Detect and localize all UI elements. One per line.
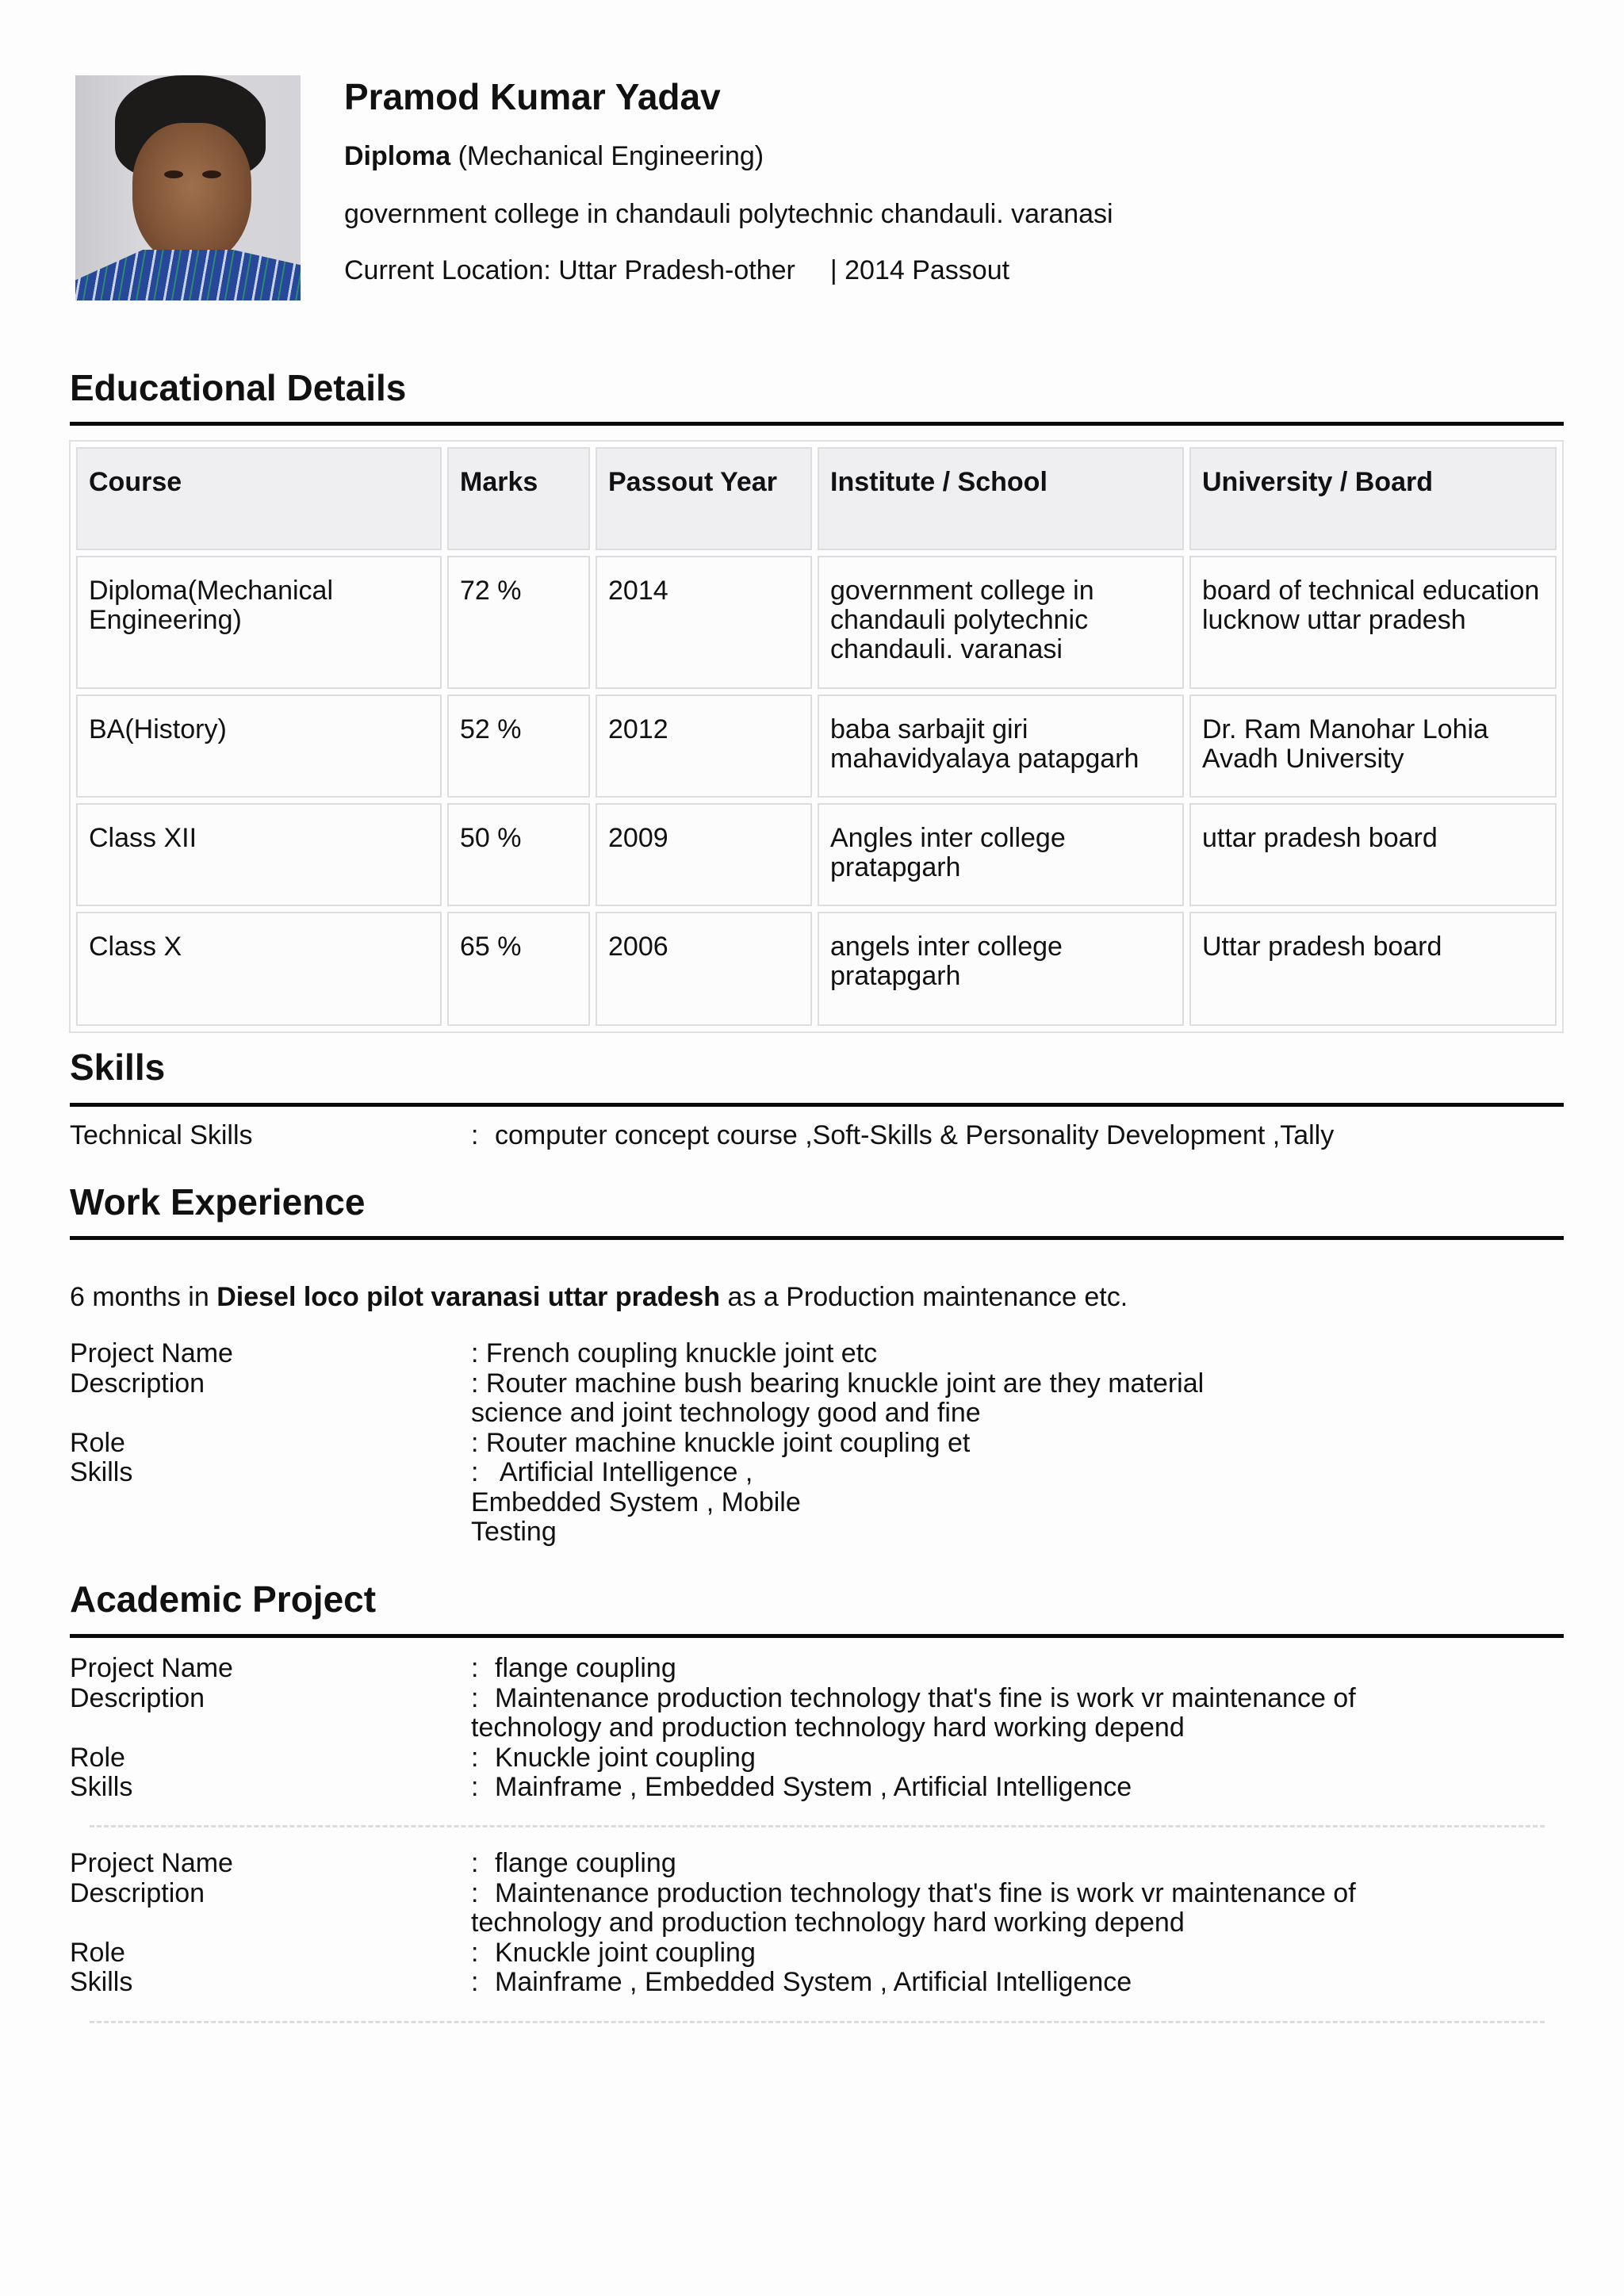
colon: : bbox=[471, 1742, 479, 1773]
cell-institute: government college in chandauli polytechnic chandauli. varanasi bbox=[818, 556, 1184, 689]
degree-name: Diploma bbox=[344, 141, 451, 171]
passout-year: | 2014 Passout bbox=[829, 255, 1010, 285]
cell-year: 2006 bbox=[596, 912, 812, 1026]
work-description-row bbox=[70, 1369, 1545, 1429]
cell-institute: Angles inter college pratapgarh bbox=[818, 803, 1184, 906]
work-skills-row bbox=[70, 1458, 1545, 1548]
cell-year: 2009 bbox=[596, 803, 812, 906]
value-description: : Router machine bush bearing knuckle joint are they material science and joint technology good and fine bbox=[471, 1368, 1205, 1428]
value-description-line1: Maintenance production technology that's fine is work vr maintenance of bbox=[495, 1877, 1356, 1908]
header-institute: Institute / School bbox=[818, 447, 1184, 550]
colon: : bbox=[471, 1120, 479, 1150]
skills-line-2: Embedded System , Mobile bbox=[471, 1487, 801, 1517]
ap1-desc-line1-wrap bbox=[471, 1684, 1545, 1714]
cell-marks: 50 % bbox=[447, 803, 590, 906]
header-marks: Marks bbox=[447, 447, 590, 550]
value-project-name: : French coupling knuckle joint etc bbox=[471, 1338, 878, 1368]
ap2-name-wrap bbox=[471, 1849, 1545, 1879]
institute-line: government college in chandauli polytechnic chandauli. varanasi bbox=[344, 199, 1113, 229]
photo-shirt bbox=[75, 250, 301, 300]
ap2-name-row bbox=[70, 1849, 1545, 1879]
value-description-line2: technology and production technology hard working depend bbox=[471, 1712, 1185, 1743]
location-line bbox=[344, 254, 1009, 286]
photo-face bbox=[132, 123, 251, 266]
table-row bbox=[76, 556, 1557, 689]
label-skills: Skills bbox=[70, 1457, 133, 1487]
ap1-name-row bbox=[70, 1654, 1545, 1684]
value-description-line2: technology and production technology hard working depend bbox=[471, 1908, 1185, 1938]
photo-eye-left bbox=[164, 170, 183, 178]
colon: : bbox=[471, 1682, 479, 1713]
label-description: Description bbox=[70, 1682, 205, 1713]
value-project-name: flange coupling bbox=[495, 1653, 676, 1683]
education-table bbox=[69, 440, 1564, 1033]
ap2-skills-wrap bbox=[471, 1968, 1545, 1998]
value-role: Knuckle joint coupling bbox=[495, 1937, 756, 1968]
ap1-role-row bbox=[70, 1743, 1545, 1774]
ap2-skills-row bbox=[70, 1968, 1545, 1998]
skills-line-1: : Artificial Intelligence , bbox=[471, 1457, 753, 1487]
cell-marks: 52 % bbox=[447, 695, 590, 798]
work-duration: 6 months in bbox=[70, 1282, 217, 1312]
label-project-name: Project Name bbox=[70, 1338, 233, 1368]
ap2-desc-line1-wrap bbox=[471, 1879, 1545, 1909]
work-role-text: as a Production maintenance etc. bbox=[720, 1282, 1128, 1312]
ap2-description-row bbox=[70, 1879, 1545, 1938]
cell-university: uttar pradesh board bbox=[1189, 803, 1557, 906]
value-project-name: flange coupling bbox=[495, 1848, 676, 1878]
work-role-row bbox=[70, 1429, 1545, 1459]
project-divider bbox=[90, 2021, 1545, 2023]
work-project-details bbox=[70, 1339, 1545, 1548]
section-title-education: Educational Details bbox=[70, 367, 407, 408]
section-rule-work bbox=[70, 1236, 1564, 1240]
section-rule-academic bbox=[70, 1634, 1564, 1638]
label-project-name: Project Name bbox=[70, 1653, 233, 1683]
cell-course: Diploma(Mechanical Engineering) bbox=[76, 556, 442, 689]
colon: : bbox=[471, 1772, 479, 1802]
cell-year: 2014 bbox=[596, 556, 812, 689]
header-university: University / Board bbox=[1189, 447, 1557, 550]
candidate-name: Pramod Kumar Yadav bbox=[344, 76, 721, 117]
value-role: : Router machine knuckle joint coupling et bbox=[471, 1427, 971, 1458]
label-role: Role bbox=[70, 1742, 125, 1773]
work-project-name-row bbox=[70, 1339, 1545, 1369]
colon: : bbox=[471, 1967, 479, 1997]
cell-marks: 65 % bbox=[447, 912, 590, 1026]
ap1-description-row bbox=[70, 1684, 1545, 1743]
cell-course: Class XII bbox=[76, 803, 442, 906]
project-divider bbox=[90, 1825, 1545, 1827]
section-rule-skills bbox=[70, 1103, 1564, 1107]
ap2-role-wrap bbox=[471, 1938, 1545, 1969]
work-summary bbox=[70, 1281, 1128, 1313]
value-skills: Mainframe , Embedded System , Artificial Intelligence bbox=[495, 1772, 1132, 1802]
label-role: Role bbox=[70, 1427, 125, 1458]
header-course: Course bbox=[76, 447, 442, 550]
ap1-role-wrap bbox=[471, 1743, 1545, 1774]
value-description-line1: Maintenance production technology that's fine is work vr maintenance of bbox=[495, 1682, 1356, 1713]
label-skills: Skills bbox=[70, 1772, 133, 1802]
section-title-skills: Skills bbox=[70, 1047, 166, 1088]
degree-specialization: (Mechanical Engineering) bbox=[450, 141, 764, 171]
current-location: Current Location: Uttar Pradesh-other bbox=[344, 255, 795, 285]
work-company: Diesel loco pilot varanasi uttar pradesh bbox=[216, 1282, 721, 1312]
academic-project-1 bbox=[70, 1654, 1545, 1803]
photo-eye-right bbox=[202, 170, 221, 178]
cell-institute: baba sarbajit giri mahavidyalaya patapgarh bbox=[818, 695, 1184, 798]
table-header-row bbox=[76, 447, 1557, 550]
technical-skills-row bbox=[70, 1121, 1545, 1151]
section-rule-education bbox=[70, 422, 1564, 426]
cell-course: BA(History) bbox=[76, 695, 442, 798]
section-title-work: Work Experience bbox=[70, 1181, 366, 1223]
ap1-skills-wrap bbox=[471, 1773, 1545, 1803]
header-passout-year: Passout Year bbox=[596, 447, 812, 550]
cell-course: Class X bbox=[76, 912, 442, 1026]
ap2-role-row bbox=[70, 1938, 1545, 1969]
skills-line-3: Testing bbox=[471, 1517, 557, 1547]
colon: : bbox=[471, 1653, 479, 1683]
value-role: Knuckle joint coupling bbox=[495, 1742, 756, 1773]
table-row bbox=[76, 695, 1557, 798]
value-skills bbox=[471, 1458, 1545, 1548]
cell-university: Dr. Ram Manohar Lohia Avadh University bbox=[1189, 695, 1557, 798]
technical-skills-value-wrap bbox=[471, 1121, 1545, 1151]
cell-university: Uttar pradesh board bbox=[1189, 912, 1557, 1026]
academic-project-2 bbox=[70, 1849, 1545, 1998]
cell-year: 2012 bbox=[596, 695, 812, 798]
table-row bbox=[76, 803, 1557, 906]
ap2-description-wrap bbox=[471, 1879, 1545, 1938]
colon: : bbox=[471, 1848, 479, 1878]
ap1-skills-row bbox=[70, 1773, 1545, 1803]
cell-marks: 72 % bbox=[447, 556, 590, 689]
value-skills: Mainframe , Embedded System , Artificial Intelligence bbox=[495, 1967, 1132, 1997]
cell-institute: angels inter college pratapgarh bbox=[818, 912, 1184, 1026]
technical-skills-value: computer concept course ,Soft-Skills & Personality Development ,Tally bbox=[495, 1120, 1335, 1150]
label-role: Role bbox=[70, 1937, 125, 1968]
colon: : bbox=[471, 1877, 479, 1908]
label-description: Description bbox=[70, 1877, 205, 1908]
technical-skills-label: Technical Skills bbox=[70, 1120, 253, 1150]
label-skills: Skills bbox=[70, 1967, 133, 1997]
ap1-description-wrap bbox=[471, 1684, 1545, 1743]
degree-line bbox=[344, 140, 764, 172]
ap1-name-wrap bbox=[471, 1654, 1545, 1684]
table-row bbox=[76, 912, 1557, 1026]
section-title-academic: Academic Project bbox=[70, 1578, 377, 1620]
label-description: Description bbox=[70, 1368, 205, 1399]
colon: : bbox=[471, 1937, 479, 1968]
profile-photo bbox=[75, 75, 301, 300]
cell-university: board of technical education lucknow uttar pradesh bbox=[1189, 556, 1557, 689]
label-project-name: Project Name bbox=[70, 1848, 233, 1878]
